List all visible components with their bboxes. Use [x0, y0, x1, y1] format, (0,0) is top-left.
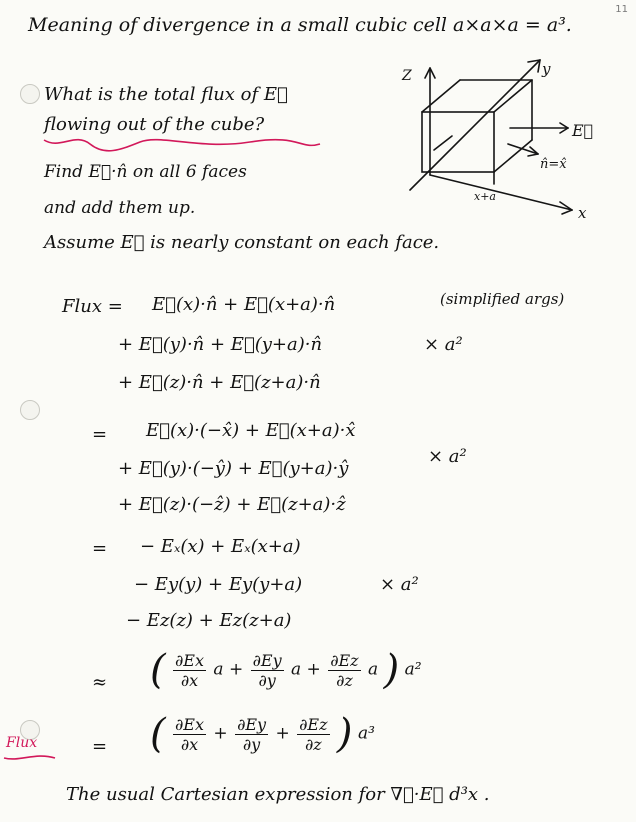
equals-2: =: [92, 424, 108, 445]
y-axis-label: y: [542, 60, 551, 78]
flux-final-lhs: Flux: [6, 735, 38, 751]
dEz-num: ∂Ez: [330, 650, 359, 670]
dot-row-2: + E⃗(y)·(−ŷ) + E⃗(y+a)·ŷ: [118, 458, 349, 479]
binder-hole-top: [20, 84, 40, 104]
component-row-2: − Ey(y) + Ey(y+a): [134, 574, 303, 595]
x-axis-line: [430, 175, 572, 210]
x-axis-label: x: [578, 204, 587, 222]
dEy-num: ∂Ey: [252, 650, 282, 670]
binder-hole-middle: [20, 400, 40, 420]
dx-den: ∂x: [180, 670, 199, 690]
final-dEy-num: ∂Ey: [237, 714, 267, 734]
red-flux-underline: [4, 756, 55, 759]
final-dx-den: ∂x: [180, 734, 199, 754]
final-dy-den: ∂y: [242, 734, 261, 754]
area-factor-2: × a²: [428, 446, 467, 467]
dot-row-1: E⃗(x)·(−x̂) + E⃗(x+a)·x̂: [146, 420, 356, 441]
dot-row-3: + E⃗(z)·(−ẑ) + E⃗(z+a)·ẑ: [118, 494, 346, 515]
flux-lhs: Flux =: [62, 296, 123, 317]
component-row-1: − Eₓ(x) + Eₓ(x+a): [140, 536, 301, 557]
divergence-row: ( $\frac{\partial Ex}{\partial x}$ + $\frac{\partial Ey}{\partial y}$ + $\frac{\partial Ez}{\partial z}$ ) a³: [150, 711, 375, 757]
plus-1: +: [213, 723, 228, 744]
derivative-approx-row: ( $\frac{\partial Ex}{\partial x}$ a + $\frac{\partial Ey}{\partial y}$ a + $\frac{\partial Ez}{\partial z}$ a ) a²: [150, 647, 422, 693]
method-line-3: Assume E⃗ is nearly constant on each face.: [44, 232, 440, 253]
flux-row-1: E⃗(x)·n̂ + E⃗(x+a)·n̂: [152, 294, 336, 315]
conclusion-line: The usual Cartesian expression for ∇⃗·E⃗ d³x .: [66, 784, 490, 805]
method-line-1: Find E⃗·n̂ on all 6 faces: [44, 162, 247, 182]
dy-den: ∂y: [258, 670, 276, 690]
e-field-label: E⃗: [572, 121, 594, 140]
question-line-1: What is the total flux of E⃗: [44, 84, 288, 105]
x-plus-a-label: x+a: [474, 190, 496, 203]
page-number: 11: [615, 4, 628, 15]
equals-3: =: [92, 538, 108, 559]
cube-diagram: [390, 50, 610, 225]
plus-2: +: [275, 723, 290, 744]
term1-suffix: a +: [213, 659, 244, 680]
final-dEx-num: ∂Ex: [175, 714, 204, 734]
term2-suffix: a +: [291, 659, 321, 680]
z-axis-label: Z: [402, 68, 412, 84]
tail-factor-5: a³: [357, 723, 375, 744]
red-squiggle-underline: [44, 140, 320, 151]
equals-5: =: [92, 736, 108, 757]
simplified-args-note: (simplified args): [440, 290, 565, 308]
flux-row-2: + E⃗(y)·n̂ + E⃗(y+a)·n̂: [118, 334, 323, 355]
final-dz-den: ∂z: [304, 734, 322, 754]
component-row-3: − Ez(z) + Ez(z+a): [126, 610, 292, 631]
area-factor-1: × a²: [424, 334, 463, 355]
method-line-2: and add them up.: [44, 198, 196, 218]
flux-row-3: + E⃗(z)·n̂ + E⃗(z+a)·n̂: [118, 372, 321, 393]
term3-suffix: a: [368, 659, 379, 680]
page-title: Meaning of divergence in a small cubic cell a×a×a = a³.: [28, 14, 572, 36]
dz-den: ∂z: [336, 670, 353, 690]
area-factor-3: × a²: [380, 574, 419, 595]
tail-factor-4: a²: [404, 659, 422, 680]
dEx-num: ∂Ex: [175, 650, 204, 670]
approx-4: ≈: [92, 672, 108, 693]
final-dEz-num: ∂Ez: [299, 714, 328, 734]
normal-label: n̂=x̂: [540, 157, 567, 172]
question-line-2: flowing out of the cube?: [44, 114, 265, 135]
